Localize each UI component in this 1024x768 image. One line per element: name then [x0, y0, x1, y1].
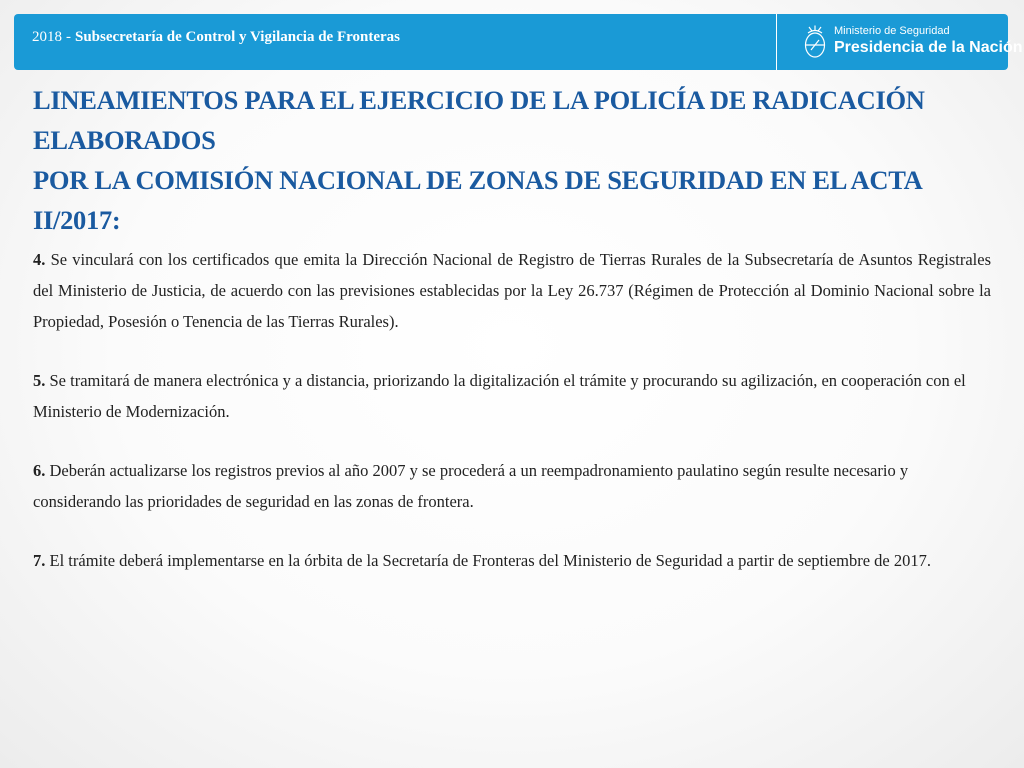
presidency-name: Presidencia de la Nación — [834, 39, 1023, 56]
header-separator: - — [66, 29, 71, 45]
slide-content — [33, 244, 991, 604]
item-text: El trámite deberá implementarse en la órbita de la Secretaría de Fronteras del Ministerio de Seguridad a partir de septiembre de 2017. — [49, 551, 932, 570]
list-item-6 — [33, 455, 991, 517]
header-bar — [14, 14, 1023, 70]
slide-title-line2: POR LA COMISIÓN NACIONAL DE ZONAS DE SEGURIDAD EN EL ACTA II/2017: — [33, 165, 921, 235]
item-text: Deberán actualizarse los registros previos al año 2007 y se procederá a un reempadronamiento paulatino según resulte necesario y considerando las prioridades de seguridad en las zonas de frontera. — [33, 461, 909, 511]
argentina-shield-icon — [804, 25, 826, 59]
item-text: Se tramitará de manera electrónica y a distancia, priorizando la digitalización el trámite y procurando su agilización, en cooperación con el Ministerio de Modernización. — [33, 371, 966, 421]
list-item-7 — [33, 545, 991, 576]
list-item-4 — [33, 244, 991, 337]
header-title — [32, 29, 400, 46]
header-divider — [776, 14, 777, 70]
header-organization: Subsecretaría de Control y Vigilancia de Fronteras — [75, 29, 400, 45]
item-number: 5. — [33, 371, 46, 390]
slide-title — [33, 80, 995, 240]
item-text: Se vinculará con los certificados que emita la Dirección Nacional de Registro de Tierras Rurales de la Subsecretaría de Asuntos Registrales del Ministerio de Justicia, de acuerdo con las previsiones establecidas por la Ley 26.737 (Régimen de Protección al Dominio Nacional sobre la Propiedad, Posesión o Tenencia de las Tierras Rurales). — [33, 250, 992, 331]
item-number: 6. — [33, 461, 46, 480]
item-number: 4. — [33, 250, 46, 269]
slide-title-line1: LINEAMIENTOS PARA EL EJERCICIO DE LA POLICÍA DE RADICACIÓN ELABORADOS — [33, 85, 925, 155]
header-year: 2018 — [32, 29, 62, 45]
ministry-logo — [834, 26, 1023, 56]
item-number: 7. — [33, 551, 46, 570]
ministry-name: Ministerio de Seguridad — [834, 25, 950, 37]
list-item-5 — [33, 365, 991, 427]
